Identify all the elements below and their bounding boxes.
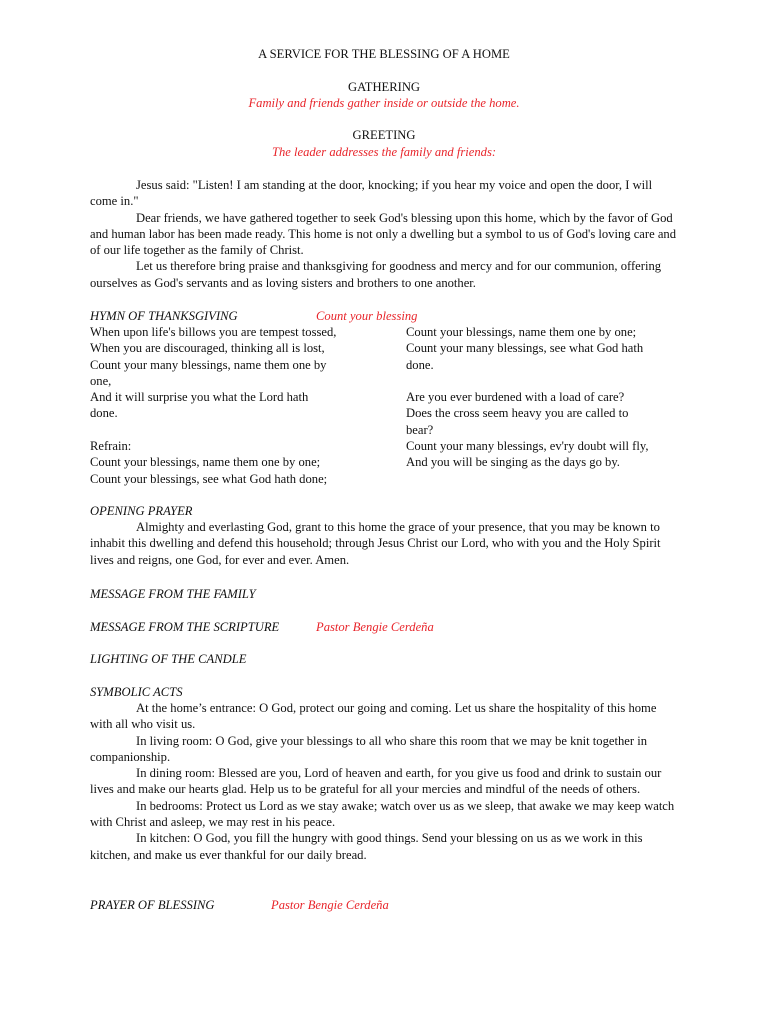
symbolic-act-paragraph: In kitchen: O God, you fill the hungry with good things. Send your blessing on us as we work in this kitchen, and make us ever thankful for our daily bread. <box>90 831 643 862</box>
message-scripture-heading: MESSAGE FROM THE SCRIPTURE <box>90 620 280 634</box>
greeting-body <box>90 177 680 291</box>
greeting-rubric: The leader addresses the family and friends: <box>271 145 497 159</box>
candle-heading: LIGHTING OF THE CANDLE <box>90 652 247 666</box>
symbolic-act-paragraph: In bedrooms: Protect us Lord as we stay awake; watch over us as we sleep, that awake we may keep watch with Christ and asleep, we may rest in his peace. <box>90 798 675 830</box>
gathering-heading: GATHERING <box>347 80 421 94</box>
hymn-right-column <box>406 324 696 471</box>
hymn-line: Count your many blessings, see what God hath <box>406 341 644 356</box>
symbolic-act-paragraph: In living room: O God, give your blessings to all who share this room that we may be knit together in companionship. <box>90 733 648 764</box>
greeting-paragraph: Let us therefore bring praise and thanksgiving for goodness and mercy and for our communion, offering ourselves as God's servants and as loving sisters and brothers to one another. <box>90 259 662 290</box>
symbolic-act-paragraph: At the home’s entrance: O God, protect our going and coming. Let us share the hospitality of this home with all who visit us. <box>90 701 657 732</box>
opening-prayer-heading: OPENING PRAYER <box>90 504 193 518</box>
symbolic-acts-body <box>90 700 680 863</box>
message-scripture-heading-row <box>90 619 434 635</box>
prayer-of-blessing-heading-row <box>90 897 389 913</box>
prayer-of-blessing-leader: Pastor Bengie Cerdeña <box>271 898 389 912</box>
prayer-of-blessing-heading: PRAYER OF BLESSING <box>90 898 215 912</box>
hymn-line: And you will be singing as the days go by. <box>406 455 620 470</box>
message-scripture-leader: Pastor Bengie Cerdeña <box>316 620 434 634</box>
hymn-line: Count your blessings, name them one by one; <box>90 455 321 470</box>
hymn-song-title: Count your blessing <box>316 309 418 323</box>
greeting-paragraph: Jesus said: "Listen! I am standing at the door, knocking; if you hear my voice and open the door, I will come in." <box>90 178 653 209</box>
gathering-rubric: Family and friends gather inside or outside the home. <box>248 96 520 110</box>
page-title: A SERVICE FOR THE BLESSING OF A HOME <box>258 47 510 61</box>
hymn-line: bear? <box>406 422 434 437</box>
hymn-line: Are you ever burdened with a load of care? <box>406 390 625 405</box>
hymn-line: When upon life's billows you are tempest tossed, <box>90 325 337 339</box>
message-family-heading: MESSAGE FROM THE FAMILY <box>90 587 256 601</box>
hymn-line: Count your blessings, name them one by one; <box>406 325 637 339</box>
opening-prayer-text: Almighty and everlasting God, grant to this home the grace of your presence, that you may be known to inhabit this dwelling and defend this household; through Jesus Christ our Lord, who with you and the Holy Spirit lives and reigns, one God, for ever and ever. Amen. <box>90 520 661 567</box>
hymn-heading: HYMN OF THANKSGIVING <box>90 309 238 323</box>
hymn-line: When you are discouraged, thinking all is lost, <box>90 341 325 356</box>
hymn-line: Refrain: <box>90 439 132 454</box>
greeting-heading: GREETING <box>352 128 416 142</box>
symbolic-acts-heading: SYMBOLIC ACTS <box>90 685 183 699</box>
hymn-left-column <box>90 324 390 487</box>
hymn-stanza-gap <box>90 422 390 438</box>
hymn-line: And it will surprise you what the Lord hath <box>90 390 309 405</box>
hymn-line: done. <box>90 406 118 421</box>
symbolic-act-paragraph: In dining room: Blessed are you, Lord of heaven and earth, for you give us food and drink to sustain our lives and make our hearts glad. Help us to be grateful for all your mercies and mindful of the needs of others. <box>90 766 662 797</box>
greeting-paragraph: Dear friends, we have gathered together to seek God's blessing upon this home, which by the favor of God and human labor has been made ready. This home is not only a dwelling but a symbol to us of God's loving care and of our life together as the family of Christ. <box>90 210 677 258</box>
hymn-line: Count your many blessings, name them one by <box>90 357 327 372</box>
opening-prayer-body <box>90 519 680 568</box>
hymn-line: done. <box>406 357 434 372</box>
hymn-line: Does the cross seem heavy you are called to <box>406 406 629 421</box>
hymn-line: Count your many blessings, ev'ry doubt will fly, <box>406 439 649 454</box>
hymn-heading-row <box>90 308 418 324</box>
hymn-line: one, <box>90 373 112 388</box>
hymn-stanza-gap <box>406 373 696 389</box>
hymn-line: Count your blessings, see what God hath done; <box>90 471 328 486</box>
